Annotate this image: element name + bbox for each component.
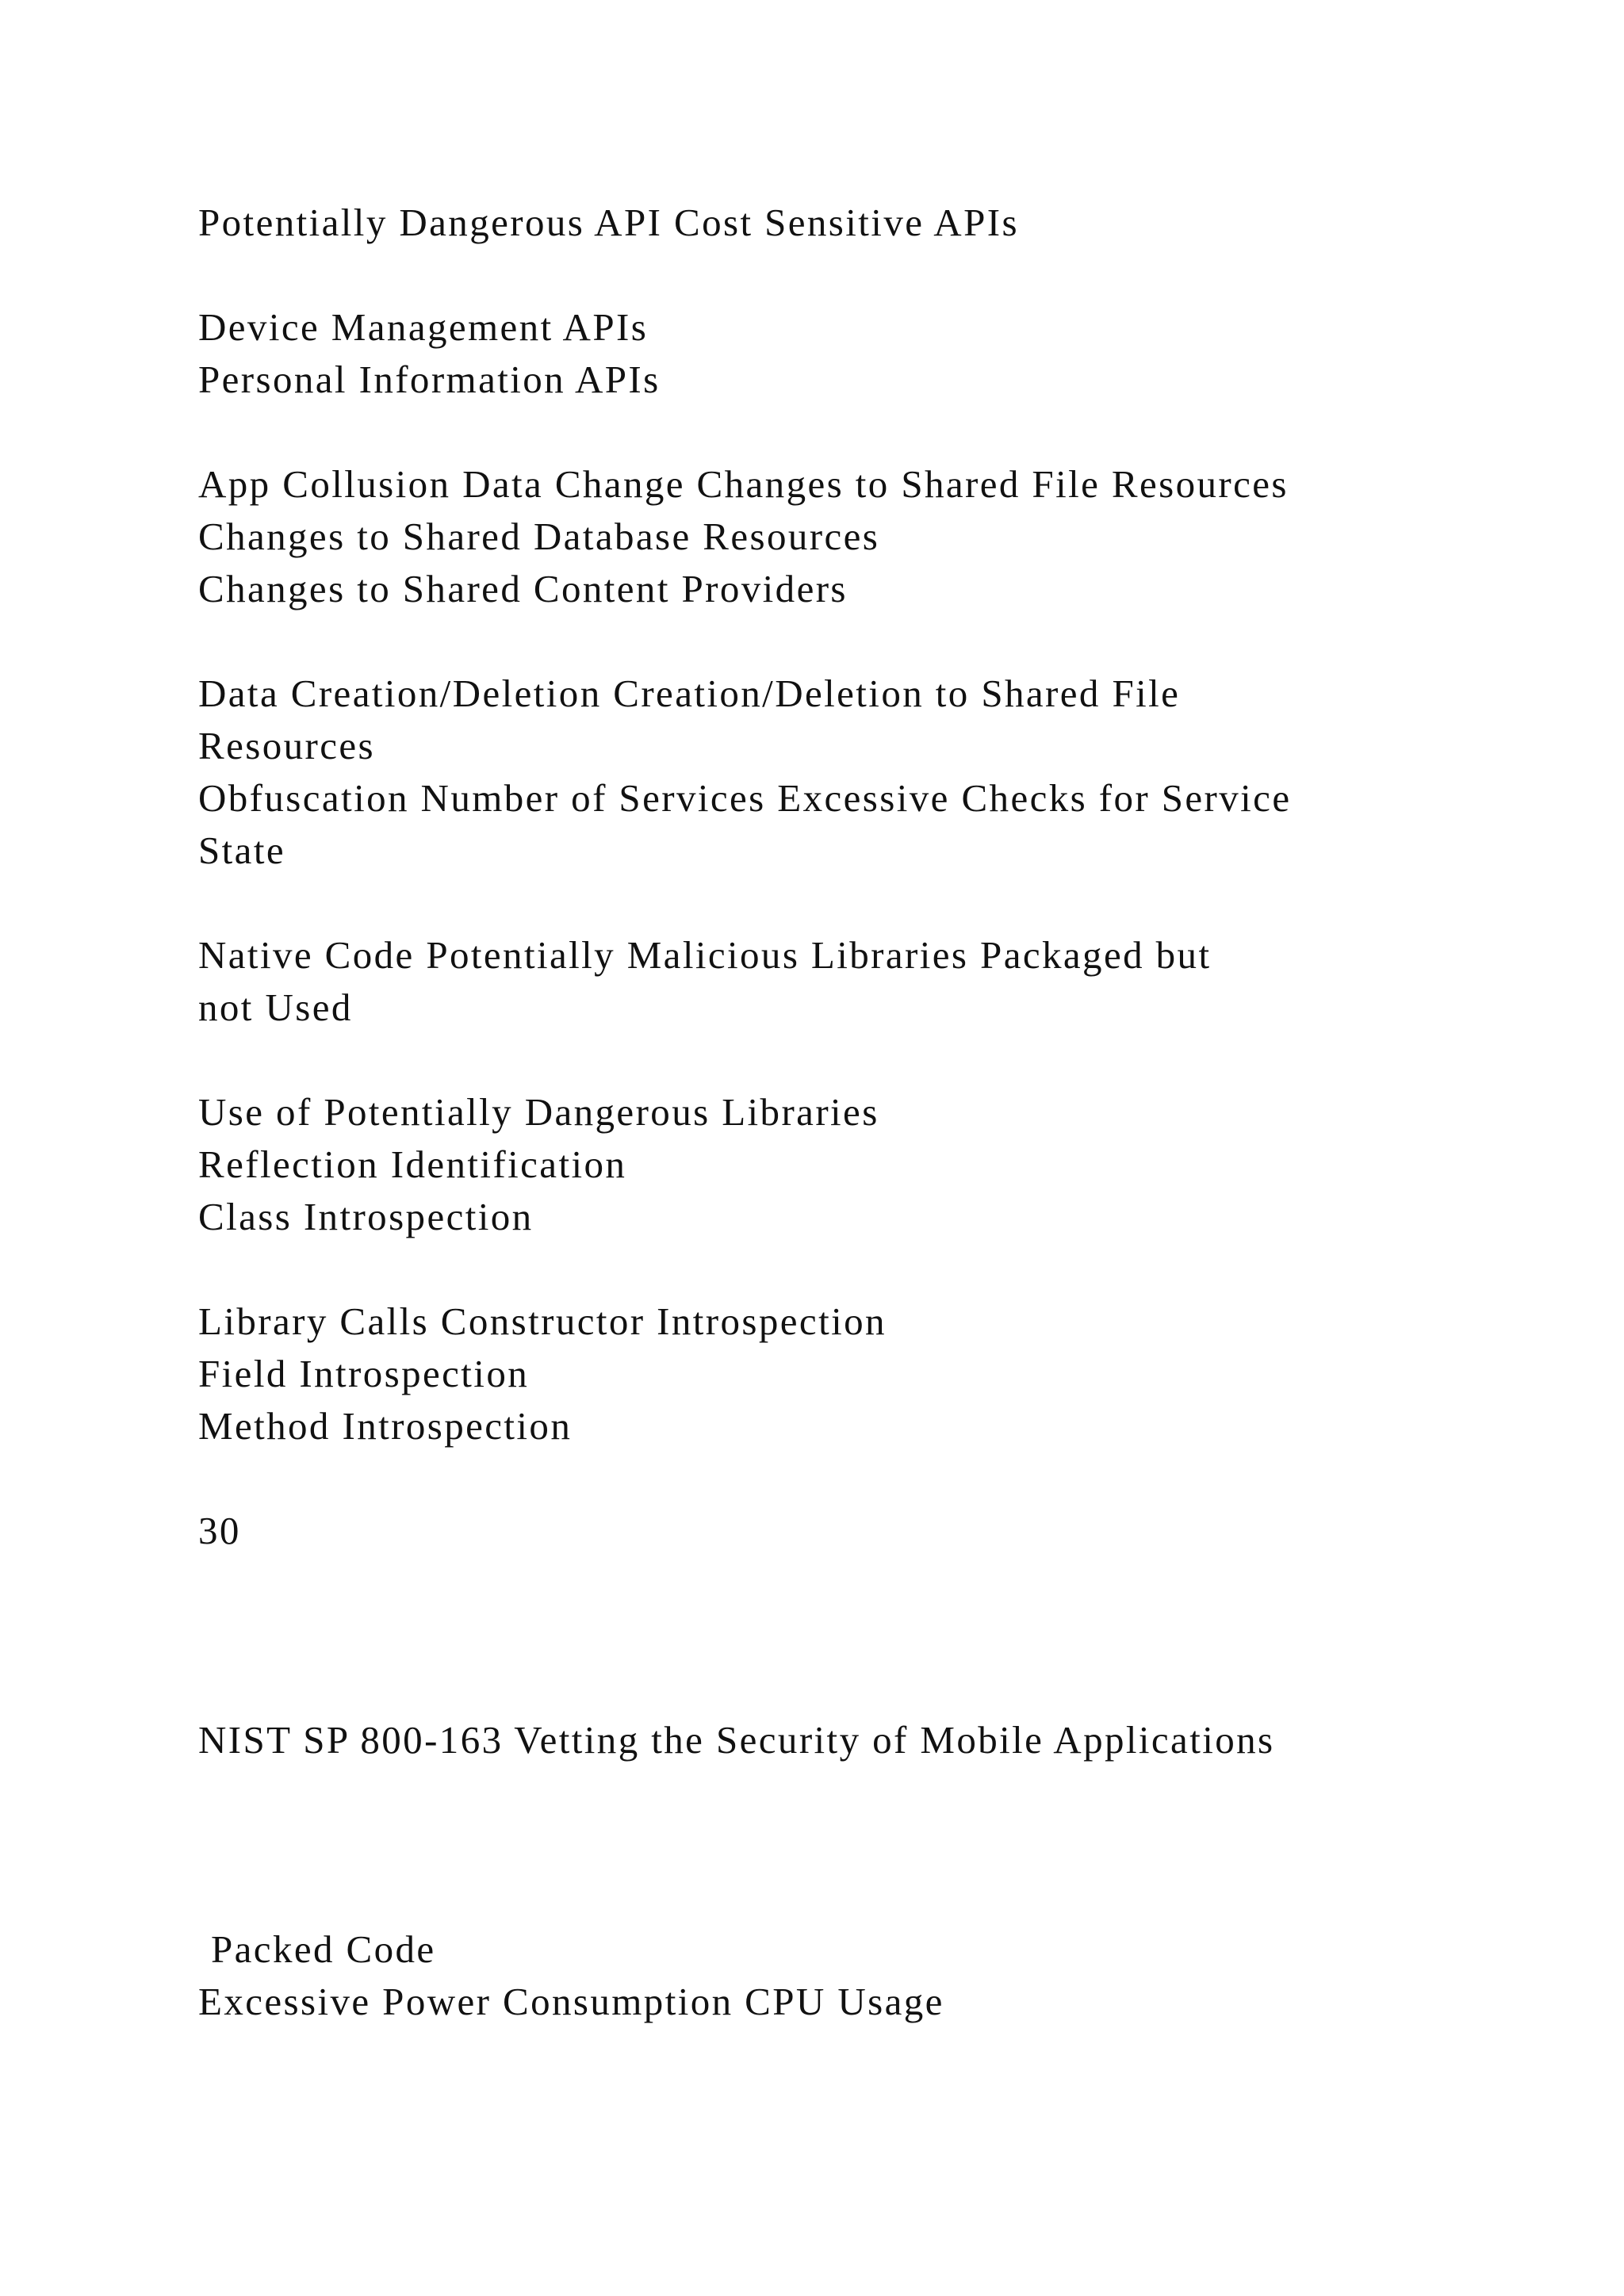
text-line: Class Introspection [198,1195,534,1238]
text-line: Changes to Shared Content Providers [198,567,848,610]
text-line: Data Creation/Deletion Creation/Deletion to Shared File [198,672,1181,715]
text-line: Packed Code [211,1927,436,1971]
text-line: Personal Information APIs [198,358,661,401]
document-footer-title: NIST SP 800-163 Vetting the Security of Mobile Applications [198,1718,1275,1762]
text-line: App Collusion Data Change Changes to Shared File Resources [198,462,1289,506]
text-line: Resources [198,724,375,767]
text-line: Excessive Power Consumption CPU Usage [198,1980,944,2023]
text-line: State [198,828,285,872]
text-line: Method Introspection [198,1404,573,1448]
text-line: Native Code Potentially Malicious Libraries Packaged but [198,933,1212,977]
text-line: Device Management APIs [198,305,649,349]
text-line: Obfuscation Number of Services Excessive Checks for Service [198,776,1292,820]
text-line: Changes to Shared Database Resources [198,515,880,558]
text-line: Reflection Identification [198,1142,627,1186]
text-line: Use of Potentially Dangerous Libraries [198,1090,879,1134]
text-line: Library Calls Constructor Introspection [198,1299,887,1343]
text-line: not Used [198,985,353,1029]
text-line: Potentially Dangerous API Cost Sensitive APIs [198,201,1019,244]
page-number: 30 [198,1509,241,1552]
text-line: Field Introspection [198,1352,530,1395]
